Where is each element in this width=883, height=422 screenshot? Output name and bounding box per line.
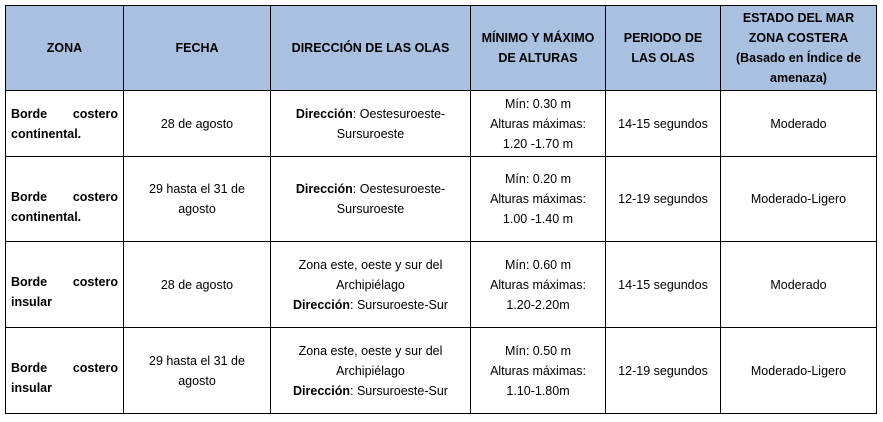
altura-label: Alturas máximas: — [490, 277, 586, 292]
zona-line: Borde costero — [11, 190, 118, 204]
header-periodo-line: PERIODO DE — [623, 31, 703, 45]
altura-label: Alturas máximas: — [490, 192, 586, 206]
altura-max: 1.20-2.20m — [506, 297, 570, 312]
direccion-value-2: Sursuroeste — [336, 126, 405, 141]
periodo-cell: 12-19 segundos — [606, 157, 721, 242]
altura-max: 1.10-1.80m — [506, 383, 570, 398]
altura-min: Mín: 0.20 m — [505, 172, 571, 186]
fecha-line: agosto — [178, 202, 216, 216]
zona-line: Borde costero — [11, 274, 118, 289]
zona-cell — [6, 328, 124, 414]
zona-line: continental. — [11, 210, 82, 224]
zona-cell — [6, 91, 124, 157]
header-estado — [721, 6, 877, 91]
direccion-label: Dirección — [295, 106, 353, 121]
periodo-cell: 14-15 segundos — [606, 242, 721, 328]
header-alturas-line: MÍNIMO Y MÁXIMO — [481, 31, 595, 45]
direccion-label: Dirección — [293, 297, 350, 312]
altura-max: 1.20 -1.70 m — [502, 136, 574, 151]
direccion-value: : Oestesuroeste- — [352, 106, 446, 121]
direccion-text: Zona este, oeste y sur del — [298, 257, 443, 272]
fecha-line: agosto — [178, 373, 216, 388]
header-estado-line: ZONA COSTERA — [748, 31, 849, 45]
zona-line: Borde costero — [11, 360, 118, 375]
altura-cell — [471, 157, 606, 242]
wave-forecast-table — [5, 5, 877, 414]
header-estado-line: ESTADO DEL MAR — [742, 11, 855, 25]
header-alturas — [471, 6, 606, 91]
direccion-value: : Oestesuroeste- — [352, 182, 446, 196]
fecha-line: 29 hasta el 31 de — [149, 353, 245, 368]
header-direccion: DIRECCIÓN DE LAS OLAS — [271, 6, 471, 91]
direccion-cell — [271, 91, 471, 157]
zona-line: insular — [11, 380, 52, 395]
fecha-cell: 28 de agosto — [124, 91, 271, 157]
direccion-label: Dirección — [295, 182, 353, 196]
fecha-cell — [124, 157, 271, 242]
direccion-text: Zona este, oeste y sur del — [298, 343, 443, 358]
direccion-text: Archipiélago — [336, 363, 405, 378]
altura-cell — [471, 328, 606, 414]
altura-cell — [471, 242, 606, 328]
direccion-value: : Sursuroeste-Sur — [350, 383, 448, 398]
table-row — [6, 157, 877, 242]
periodo-cell: 12-19 segundos — [606, 328, 721, 414]
altura-cell — [471, 91, 606, 157]
direccion-cell — [271, 328, 471, 414]
direccion-value: : Sursuroeste-Sur — [350, 297, 448, 312]
altura-min: Mín: 0.30 m — [505, 96, 571, 111]
header-row — [6, 6, 877, 91]
table-row — [6, 328, 877, 414]
zona-cell — [6, 157, 124, 242]
zona-line: insular — [11, 294, 52, 309]
zona-cell — [6, 242, 124, 328]
header-estado-line: (Basado en Índice de — [735, 51, 862, 65]
estado-cell: Moderado-Ligero — [721, 328, 877, 414]
header-periodo — [606, 6, 721, 91]
estado-cell: Moderado-Ligero — [721, 157, 877, 242]
estado-cell: Moderado — [721, 91, 877, 157]
table-row — [6, 242, 877, 328]
fecha-cell — [124, 328, 271, 414]
header-estado-line: amenaza) — [770, 71, 827, 85]
altura-max: 1.00 -1.40 m — [502, 212, 574, 226]
header-zona: ZONA — [6, 6, 124, 91]
altura-label: Alturas máximas: — [490, 363, 586, 378]
periodo-cell: 14-15 segundos — [606, 91, 721, 157]
estado-cell: Moderado — [721, 242, 877, 328]
direccion-text: Archipiélago — [336, 277, 405, 292]
header-periodo-line: LAS OLAS — [631, 51, 695, 65]
header-fecha: FECHA — [124, 6, 271, 91]
header-alturas-line: DE ALTURAS — [498, 51, 578, 65]
altura-min: Mín: 0.50 m — [505, 343, 571, 358]
altura-label: Alturas máximas: — [490, 116, 586, 131]
direccion-cell — [271, 242, 471, 328]
fecha-cell: 28 de agosto — [124, 242, 271, 328]
altura-min: Mín: 0.60 m — [505, 257, 571, 272]
zona-line: Borde costero — [11, 106, 118, 121]
zona-line: continental. — [11, 126, 82, 141]
fecha-line: 29 hasta el 31 de — [149, 182, 245, 196]
table-row — [6, 91, 877, 157]
direccion-cell — [271, 157, 471, 242]
direccion-label: Dirección — [293, 383, 350, 398]
direccion-value-2: Sursuroeste — [336, 202, 405, 216]
